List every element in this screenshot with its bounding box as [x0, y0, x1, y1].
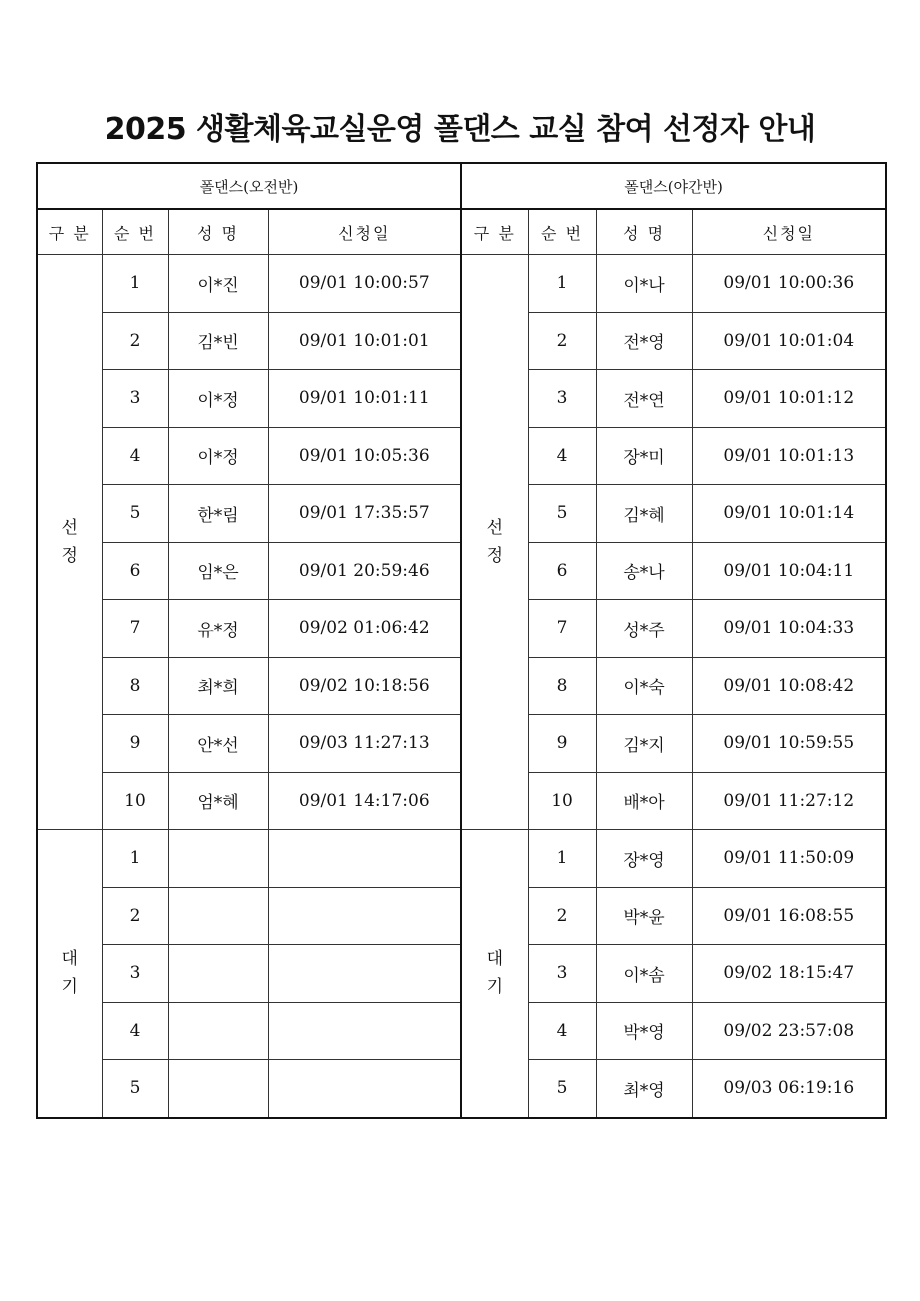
- order-cell: 9: [528, 715, 596, 773]
- name-cell: [168, 1002, 268, 1060]
- date-cell: 09/03 06:19:16: [692, 1060, 886, 1118]
- date-cell: [268, 1002, 461, 1060]
- category-label: 기: [61, 977, 78, 998]
- order-cell: 2: [528, 312, 596, 370]
- date-cell: 09/01 14:17:06: [268, 772, 461, 830]
- category-label: 선: [61, 518, 78, 538]
- date-cell: 09/02 18:15:47: [692, 945, 886, 1003]
- column-header-category: 구 분: [37, 209, 102, 255]
- date-cell: 09/01 10:04:11: [692, 542, 886, 600]
- date-cell: 09/01 10:05:36: [268, 427, 461, 485]
- name-cell: 전*연: [596, 370, 692, 428]
- name-cell: 전*영: [596, 312, 692, 370]
- date-cell: 09/02 01:06:42: [268, 600, 461, 658]
- table-row: [37, 830, 886, 888]
- order-cell: 4: [102, 1002, 168, 1060]
- order-cell: 2: [102, 312, 168, 370]
- morning-class-header: 폴댄스(오전반): [37, 163, 461, 209]
- name-cell: 이*솜: [596, 945, 692, 1003]
- name-cell: 최*희: [168, 657, 268, 715]
- order-cell: 1: [528, 255, 596, 313]
- date-cell: 09/01 10:01:11: [268, 370, 461, 428]
- name-cell: 이*정: [168, 370, 268, 428]
- name-cell: 김*지: [596, 715, 692, 773]
- order-cell: 8: [102, 657, 168, 715]
- date-cell: [268, 1060, 461, 1118]
- name-cell: 송*나: [596, 542, 692, 600]
- name-cell: [168, 830, 268, 888]
- date-cell: 09/01 11:50:09: [692, 830, 886, 888]
- order-cell: 6: [102, 542, 168, 600]
- column-header-name: 성 명: [168, 209, 268, 255]
- order-cell: 2: [528, 887, 596, 945]
- order-cell: 5: [528, 485, 596, 543]
- order-cell: 1: [528, 830, 596, 888]
- date-cell: [268, 945, 461, 1003]
- order-cell: 3: [528, 945, 596, 1003]
- category-label: 대: [61, 949, 78, 970]
- order-cell: 4: [528, 427, 596, 485]
- name-cell: 김*빈: [168, 312, 268, 370]
- order-cell: 1: [102, 830, 168, 888]
- date-cell: 09/03 11:27:13: [268, 715, 461, 773]
- category-label: 기: [486, 977, 503, 998]
- table-row: [37, 255, 886, 313]
- category-label: 대: [486, 949, 503, 970]
- date-cell: 09/01 11:27:12: [692, 772, 886, 830]
- name-cell: 이*숙: [596, 657, 692, 715]
- category-selected: [461, 255, 528, 830]
- column-header-date: 신청일: [692, 209, 886, 255]
- date-cell: 09/02 23:57:08: [692, 1002, 886, 1060]
- category-label: 정: [486, 546, 503, 566]
- date-cell: [268, 887, 461, 945]
- order-cell: 8: [528, 657, 596, 715]
- order-cell: 10: [528, 772, 596, 830]
- order-cell: 2: [102, 887, 168, 945]
- date-cell: 09/01 10:01:12: [692, 370, 886, 428]
- date-cell: 09/01 10:01:13: [692, 427, 886, 485]
- date-cell: 09/01 16:08:55: [692, 887, 886, 945]
- name-cell: 이*정: [168, 427, 268, 485]
- date-cell: 09/01 17:35:57: [268, 485, 461, 543]
- order-cell: 7: [528, 600, 596, 658]
- date-cell: 09/01 20:59:46: [268, 542, 461, 600]
- name-cell: 최*영: [596, 1060, 692, 1118]
- order-cell: 1: [102, 255, 168, 313]
- evening-class-header: 폴댄스(야간반): [461, 163, 886, 209]
- category-label: 정: [61, 546, 78, 566]
- column-header-order: 순 번: [528, 209, 596, 255]
- order-cell: 3: [102, 945, 168, 1003]
- date-cell: 09/01 10:08:42: [692, 657, 886, 715]
- roster-table: [36, 162, 887, 1119]
- order-cell: 5: [102, 1060, 168, 1118]
- name-cell: 임*은: [168, 542, 268, 600]
- category-selected: [37, 255, 102, 830]
- name-cell: [168, 887, 268, 945]
- column-header-name: 성 명: [596, 209, 692, 255]
- order-cell: 4: [528, 1002, 596, 1060]
- name-cell: 장*영: [596, 830, 692, 888]
- name-cell: 박*윤: [596, 887, 692, 945]
- name-cell: 유*정: [168, 600, 268, 658]
- date-cell: [268, 830, 461, 888]
- date-cell: 09/01 10:00:36: [692, 255, 886, 313]
- order-cell: 5: [528, 1060, 596, 1118]
- date-cell: 09/01 10:59:55: [692, 715, 886, 773]
- name-cell: 성*주: [596, 600, 692, 658]
- column-header-order: 순 번: [102, 209, 168, 255]
- order-cell: 10: [102, 772, 168, 830]
- date-cell: 09/01 10:01:04: [692, 312, 886, 370]
- order-cell: 3: [102, 370, 168, 428]
- date-cell: 09/01 10:01:01: [268, 312, 461, 370]
- date-cell: 09/01 10:01:14: [692, 485, 886, 543]
- order-cell: 4: [102, 427, 168, 485]
- name-cell: 안*선: [168, 715, 268, 773]
- name-cell: 김*혜: [596, 485, 692, 543]
- order-cell: 6: [528, 542, 596, 600]
- date-cell: 09/01 10:00:57: [268, 255, 461, 313]
- name-cell: 박*영: [596, 1002, 692, 1060]
- name-cell: [168, 1060, 268, 1118]
- name-cell: [168, 945, 268, 1003]
- page-title: 2025 생활체육교실운영 폴댄스 교실 참여 선정자 안내: [104, 112, 816, 147]
- category-label: 선: [486, 518, 503, 538]
- name-cell: 장*미: [596, 427, 692, 485]
- name-cell: 이*나: [596, 255, 692, 313]
- name-cell: 엄*혜: [168, 772, 268, 830]
- order-cell: 3: [528, 370, 596, 428]
- name-cell: 한*림: [168, 485, 268, 543]
- column-header-category: 구 분: [461, 209, 528, 255]
- date-cell: 09/02 10:18:56: [268, 657, 461, 715]
- column-header-date: 신청일: [268, 209, 461, 255]
- category-waitlist: [37, 830, 102, 1118]
- order-cell: 7: [102, 600, 168, 658]
- order-cell: 9: [102, 715, 168, 773]
- name-cell: 배*아: [596, 772, 692, 830]
- name-cell: 이*진: [168, 255, 268, 313]
- category-waitlist: [461, 830, 528, 1118]
- order-cell: 5: [102, 485, 168, 543]
- date-cell: 09/01 10:04:33: [692, 600, 886, 658]
